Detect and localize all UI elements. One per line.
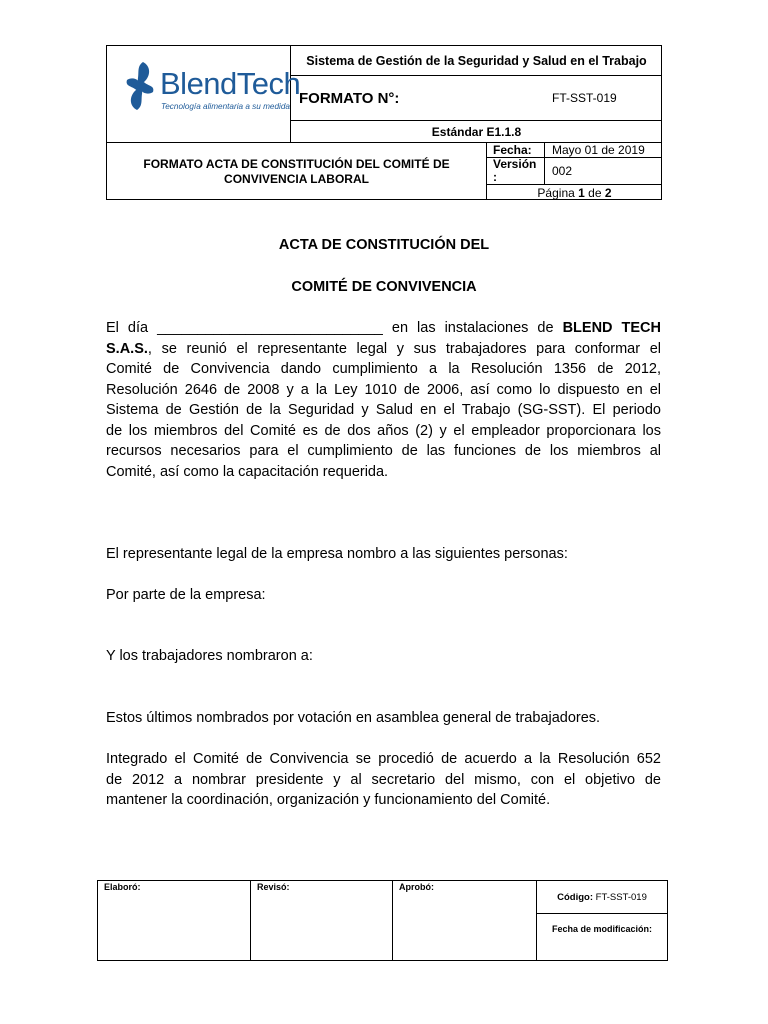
- footer-divider: [250, 881, 251, 960]
- formato-code: FT-SST-019: [552, 91, 617, 105]
- system-title: Sistema de Gestión de la Seguridad y Salud en el Trabajo: [306, 53, 647, 68]
- paragraph-line: Resolución 2646 de 2008 y a la Ley 1010 de 2006, así como lo dispuesto en el: [106, 381, 661, 398]
- document-name-line: CONVIVENCIA LABORAL: [224, 171, 369, 186]
- version-label: [493, 158, 543, 184]
- standard-label: Estándar E1.1.8: [431, 124, 522, 139]
- paragraph-intro: [106, 318, 661, 482]
- header-divider: [544, 142, 545, 184]
- paragraph-integrado: [106, 749, 661, 811]
- paragraph-line: Comité, así como la capacitación requerida.: [106, 463, 389, 480]
- paragraph-trabajadores: Y los trabajadores nombraron a:: [106, 648, 313, 664]
- logo-tagline: Tecnología alimentaria a su medida: [161, 102, 290, 111]
- footer-divider: [392, 881, 393, 960]
- page-prefix: Página: [537, 185, 575, 200]
- page-indicator: [487, 185, 662, 200]
- version-label-line: Versión: [493, 157, 537, 171]
- blade-logo-icon: [123, 60, 157, 112]
- paragraph-line: recursos necesarios para el cumplimiento de las funciones de los miembros al: [106, 443, 661, 459]
- blendtech-logo: [123, 58, 301, 114]
- paragraph-line: Comité de Convivencia dando cumplimiento a la Resolución 1356 de 2012,: [106, 361, 661, 377]
- paragraph-line: mantener la coordinación, organización y funcionamiento del Comité.: [106, 792, 551, 808]
- approval-footer: [97, 880, 668, 961]
- codigo-value: FT-SST-019: [595, 891, 647, 903]
- codigo-label: Código:: [557, 891, 594, 903]
- page-current: 1: [578, 185, 585, 200]
- elaboro-label: Elaboró:: [104, 882, 141, 892]
- version-value: 002: [552, 164, 573, 178]
- reviso-label: Revisó:: [257, 882, 290, 892]
- page-total: 2: [604, 185, 612, 200]
- paragraph-representante: El representante legal de la empresa nombro a las siguientes personas:: [106, 546, 568, 562]
- formato-label: FORMATO N°:: [299, 89, 400, 107]
- document-header: [106, 45, 662, 200]
- aprobo-label: Aprobó:: [399, 882, 434, 892]
- paragraph-line: Integrado el Comité de Convivencia se procedió de acuerdo a la Resolución 652: [106, 751, 661, 767]
- paragraph-votacion: Estos últimos nombrados por votación en asamblea general de trabajadores.: [106, 710, 601, 726]
- fecha-modificacion-label: Fecha de modificación:: [551, 924, 653, 934]
- version-label-line: :: [493, 170, 497, 184]
- logo-wordmark: BlendTech: [160, 66, 301, 101]
- fecha-label: Fecha:: [493, 142, 532, 157]
- document-name: [107, 143, 486, 200]
- paragraph-line: Sistema de Gestión de la Seguridad y Salud en el Trabajo (SG-SST). El periodo: [106, 402, 661, 418]
- paragraph-line: S.A.S., se reunió el representante legal y sus trabajadores para conformar el: [106, 340, 661, 357]
- page-sep: de: [588, 185, 602, 200]
- document-name-line: FORMATO ACTA DE CONSTITUCIÓN DEL COMITÉ DE: [143, 156, 450, 171]
- paragraph-line: de los miembros del Comité es de dos años (2) y el empleador proporcionara los: [106, 422, 661, 439]
- paragraph-empresa: Por parte de la empresa:: [106, 587, 266, 603]
- document-title: COMITÉ DE CONVIVENCIA: [291, 279, 477, 295]
- fecha-value: Mayo 01 de 2019: [552, 142, 645, 157]
- paragraph-line: de 2012 a nombrar presidente y al secretario del mismo, con el objetivo de: [106, 771, 661, 788]
- codigo-cell: [537, 881, 667, 913]
- paragraph-line: El día ____________________________ en las instalaciones de BLEND TECH: [106, 320, 661, 336]
- document-title: ACTA DE CONSTITUCIÓN DEL: [278, 237, 490, 253]
